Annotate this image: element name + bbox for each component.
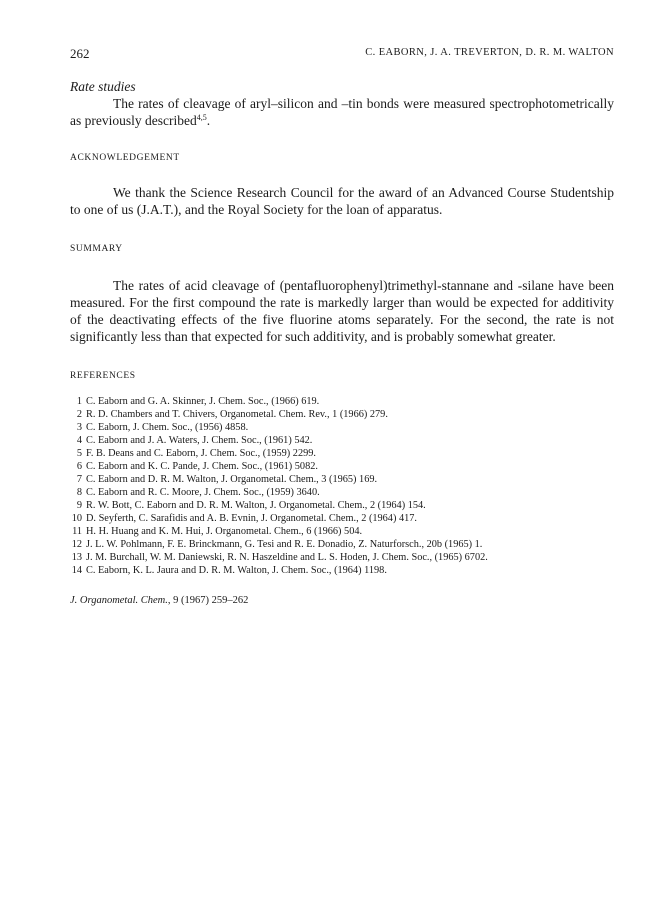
- reference-item: [70, 564, 614, 577]
- reference-text: D. Seyferth, C. Sarafidis and A. B. Evnin, J. Organometal. Chem., 2 (1964) 417.: [86, 513, 417, 524]
- reference-text: R. D. Chambers and T. Chivers, Organometal. Chem. Rev., 1 (1966) 279.: [86, 409, 388, 420]
- references-heading: REFERENCES: [70, 371, 136, 381]
- reference-number: 5: [76, 448, 82, 459]
- reference-item: [70, 460, 614, 473]
- reference-item: [70, 512, 614, 525]
- reference-number: 11: [72, 526, 82, 537]
- reference-item: [70, 473, 614, 486]
- reference-item: [70, 434, 614, 447]
- reference-number: 13: [71, 552, 82, 563]
- reference-text: C. Eaborn and D. R. M. Walton, J. Organometal. Chem., 3 (1965) 169.: [86, 474, 378, 485]
- references-list: [70, 395, 614, 577]
- reference-text: J. M. Burchall, W. M. Daniewski, R. N. Haszeldine and L. S. Hoden, J. Chem. Soc., (1965) 6702.: [86, 552, 488, 563]
- reference-item: [70, 395, 614, 408]
- rate-studies-paragraph: [70, 95, 614, 129]
- reference-text: C. Eaborn, K. L. Jaura and D. R. M. Walton, J. Chem. Soc., (1964) 1198.: [86, 565, 387, 576]
- rate-studies-heading: Rate studies: [70, 79, 136, 94]
- summary-paragraph: The rates of acid cleavage of (pentafluorophenyl)trimethyl-stannane and -silane have been measured. For the first compound the rate is markedly larger than would be expected for additivity of the deactivating effects of the five fluorine atoms separately. For the second, the rate is not significantly less than that expected for such additivity, and is probably somewhat greater.: [70, 278, 614, 344]
- journal-citation: , 9 (1967) 259–262: [167, 595, 249, 606]
- reference-text: R. W. Bott, C. Eaborn and D. R. M. Walton, J. Organometal. Chem., 2 (1964) 154.: [86, 500, 426, 511]
- acknowledgement-heading: ACKNOWLEDGEMENT: [70, 153, 180, 163]
- reference-text: H. H. Huang and K. M. Hui, J. Organometal. Chem., 6 (1966) 504.: [86, 526, 363, 537]
- running-head: [70, 46, 614, 64]
- reference-item: [70, 499, 614, 512]
- summary-heading: SUMMARY: [70, 244, 123, 254]
- journal-name: J. Organometal. Chem.: [70, 595, 168, 606]
- reference-text: C. Eaborn and R. C. Moore, J. Chem. Soc., (1959) 3640.: [86, 487, 320, 498]
- reference-text: C. Eaborn and K. C. Pande, J. Chem. Soc., (1961) 5082.: [86, 461, 318, 472]
- acknowledgement-paragraph: We thank the Science Research Council for the award of an Advanced Course Studentship to one of us (J.A.T.), and the Royal Society for the loan of apparatus.: [70, 185, 614, 217]
- reference-number: 3: [76, 422, 82, 433]
- reference-item: [70, 447, 614, 460]
- reference-text: F. B. Deans and C. Eaborn, J. Chem. Soc., (1959) 2299.: [86, 448, 316, 459]
- reference-number: 10: [71, 513, 82, 524]
- reference-item: [70, 486, 614, 499]
- reference-number: 4: [76, 435, 82, 446]
- reference-number: 6: [76, 461, 82, 472]
- reference-number: 12: [71, 539, 82, 550]
- page-number: 262: [70, 46, 90, 61]
- reference-item: [70, 538, 614, 551]
- reference-item: [70, 421, 614, 434]
- reference-item: [70, 525, 614, 538]
- reference-number: 7: [76, 474, 82, 485]
- reference-text: C. Eaborn and J. A. Waters, J. Chem. Soc., (1961) 542.: [86, 435, 313, 446]
- reference-number: 14: [71, 565, 82, 576]
- reference-text: J. L. W. Pohlmann, F. E. Brinckmann, G. Tesi and R. E. Donadio, Z. Naturforsch., 20b (1965) 1.: [86, 539, 483, 550]
- reference-number: 8: [76, 487, 82, 498]
- article-body: [70, 78, 614, 618]
- reference-number: 1: [76, 396, 82, 407]
- reference-item: [70, 408, 614, 421]
- journal-footer: [70, 594, 614, 607]
- running-head-authors: C. EABORN, J. A. TREVERTON, D. R. M. WALTON: [365, 47, 614, 58]
- reference-text: C. Eaborn, J. Chem. Soc., (1956) 4858.: [86, 422, 249, 433]
- rate-studies-end: .: [206, 113, 211, 128]
- rate-studies-text: The rates of cleavage of aryl–silicon and –tin bonds were measured spectrophotometrically as previously described: [70, 96, 614, 128]
- reference-number: 2: [76, 409, 82, 420]
- reference-text: C. Eaborn and G. A. Skinner, J. Chem. Soc., (1966) 619.: [86, 396, 320, 407]
- reference-item: [70, 551, 614, 564]
- reference-number: 9: [76, 500, 82, 511]
- rate-studies-citation: 4,5: [196, 113, 207, 122]
